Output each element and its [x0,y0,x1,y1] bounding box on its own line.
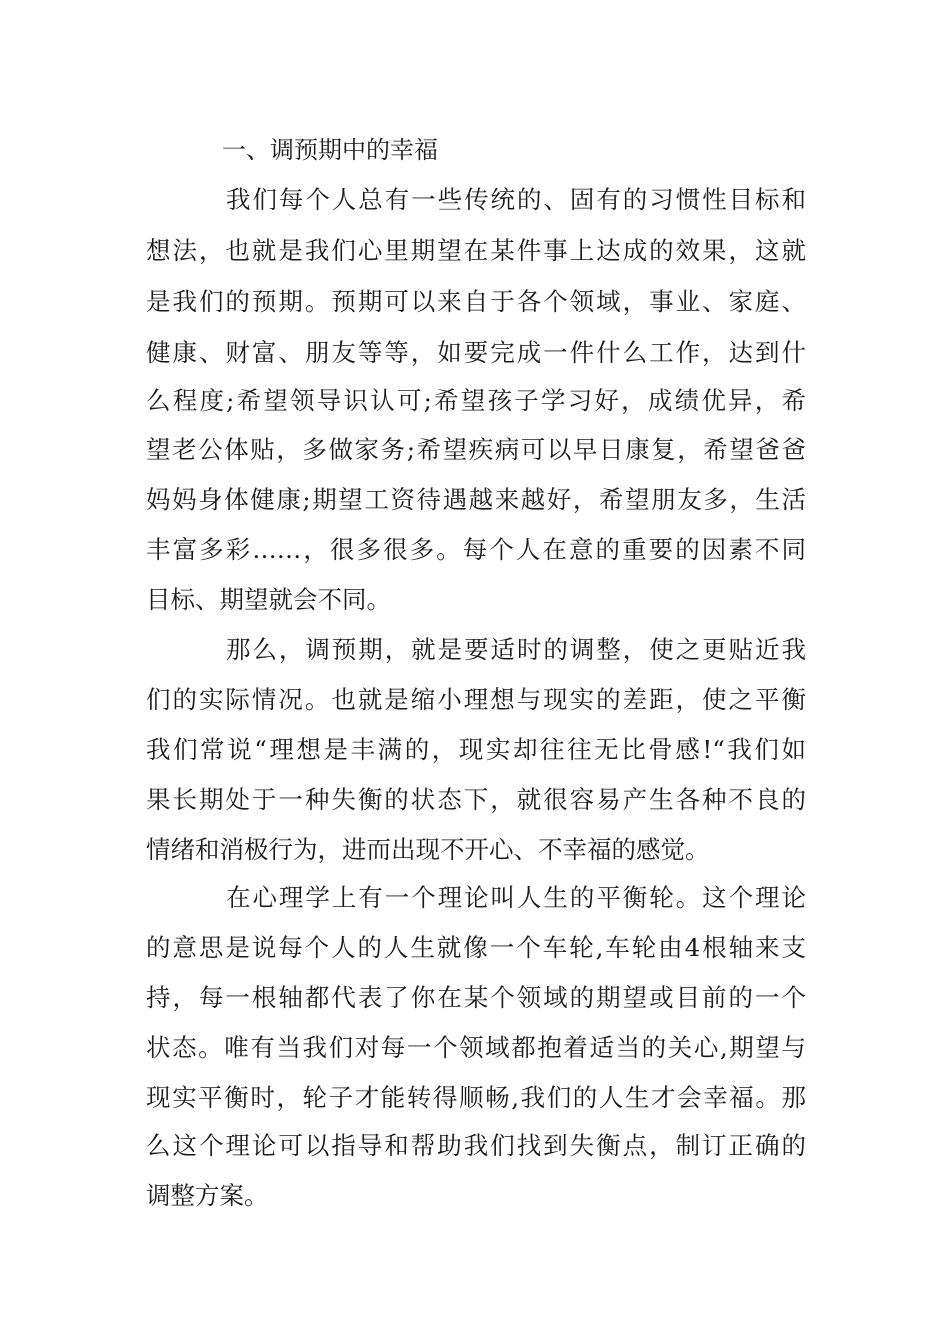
paragraph-line: 持，每一根轴都代表了你在某个领域的期望或目前的一个 [146,983,806,1012]
paragraph-line: 们的实际情况。也就是缩小理想与现实的差距，使之平衡 [146,685,806,714]
paragraph-line: 我们每个人总有一些传统的、固有的习惯性目标和 [226,185,806,214]
paragraph-line: 妈妈身体健康;期望工资待遇越来越好，希望朋友多，生活 [146,485,806,514]
paragraph-line: 那么，调预期，就是要适时的调整，使之更贴近我 [226,635,806,664]
paragraph-line: 调整方案。 [146,1181,269,1210]
paragraph-line: 么这个理论可以指导和帮助我们找到失衡点，制订正确的 [146,1131,806,1160]
paragraph-line: 丰富多彩……，很多很多。每个人在意的重要的因素不同 [146,535,806,564]
paragraph-line: 么程度;希望领导识认可;希望孩子学习好，成绩优异，希 [146,386,806,415]
paragraph-line: 是我们的预期。预期可以来自于各个领域，事业、家庭、 [146,287,806,316]
paragraph-line: 望老公体贴，多做家务;希望疾病可以早日康复，希望爸爸 [146,435,806,464]
paragraph-line: 果长期处于一种失衡的状态下，就很容易产生各种不良的 [146,785,806,814]
paragraph-line: 目标、期望就会不同。 [146,585,391,614]
paragraph-line: 想法，也就是我们心里期望在某件事上达成的效果，这就 [146,236,806,265]
paragraph-line: 情绪和消极行为，进而出现不开心、不幸福的感觉。 [146,835,710,864]
paragraph-line: 我们常说“理想是丰满的，现实却往往无比骨感!“我们如 [146,735,806,764]
paragraph-line: 现实平衡时，轮子才能转得顺畅,我们的人生才会幸福。那 [146,1083,806,1112]
paragraph-line: 状态。唯有当我们对每一个领域都抱着适当的关心,期望与 [146,1033,806,1062]
paragraph-line: 的意思是说每个人的人生就像一个车轮,车轮由4根轴来支 [146,933,806,962]
paragraph-line: 在心理学上有一个理论叫人生的平衡轮。这个理论 [226,883,806,912]
paragraph-line: 健康、财富、朋友等等，如要完成一件什么工作，达到什 [146,338,806,367]
section-heading: 一、调预期中的幸福 [222,136,438,164]
